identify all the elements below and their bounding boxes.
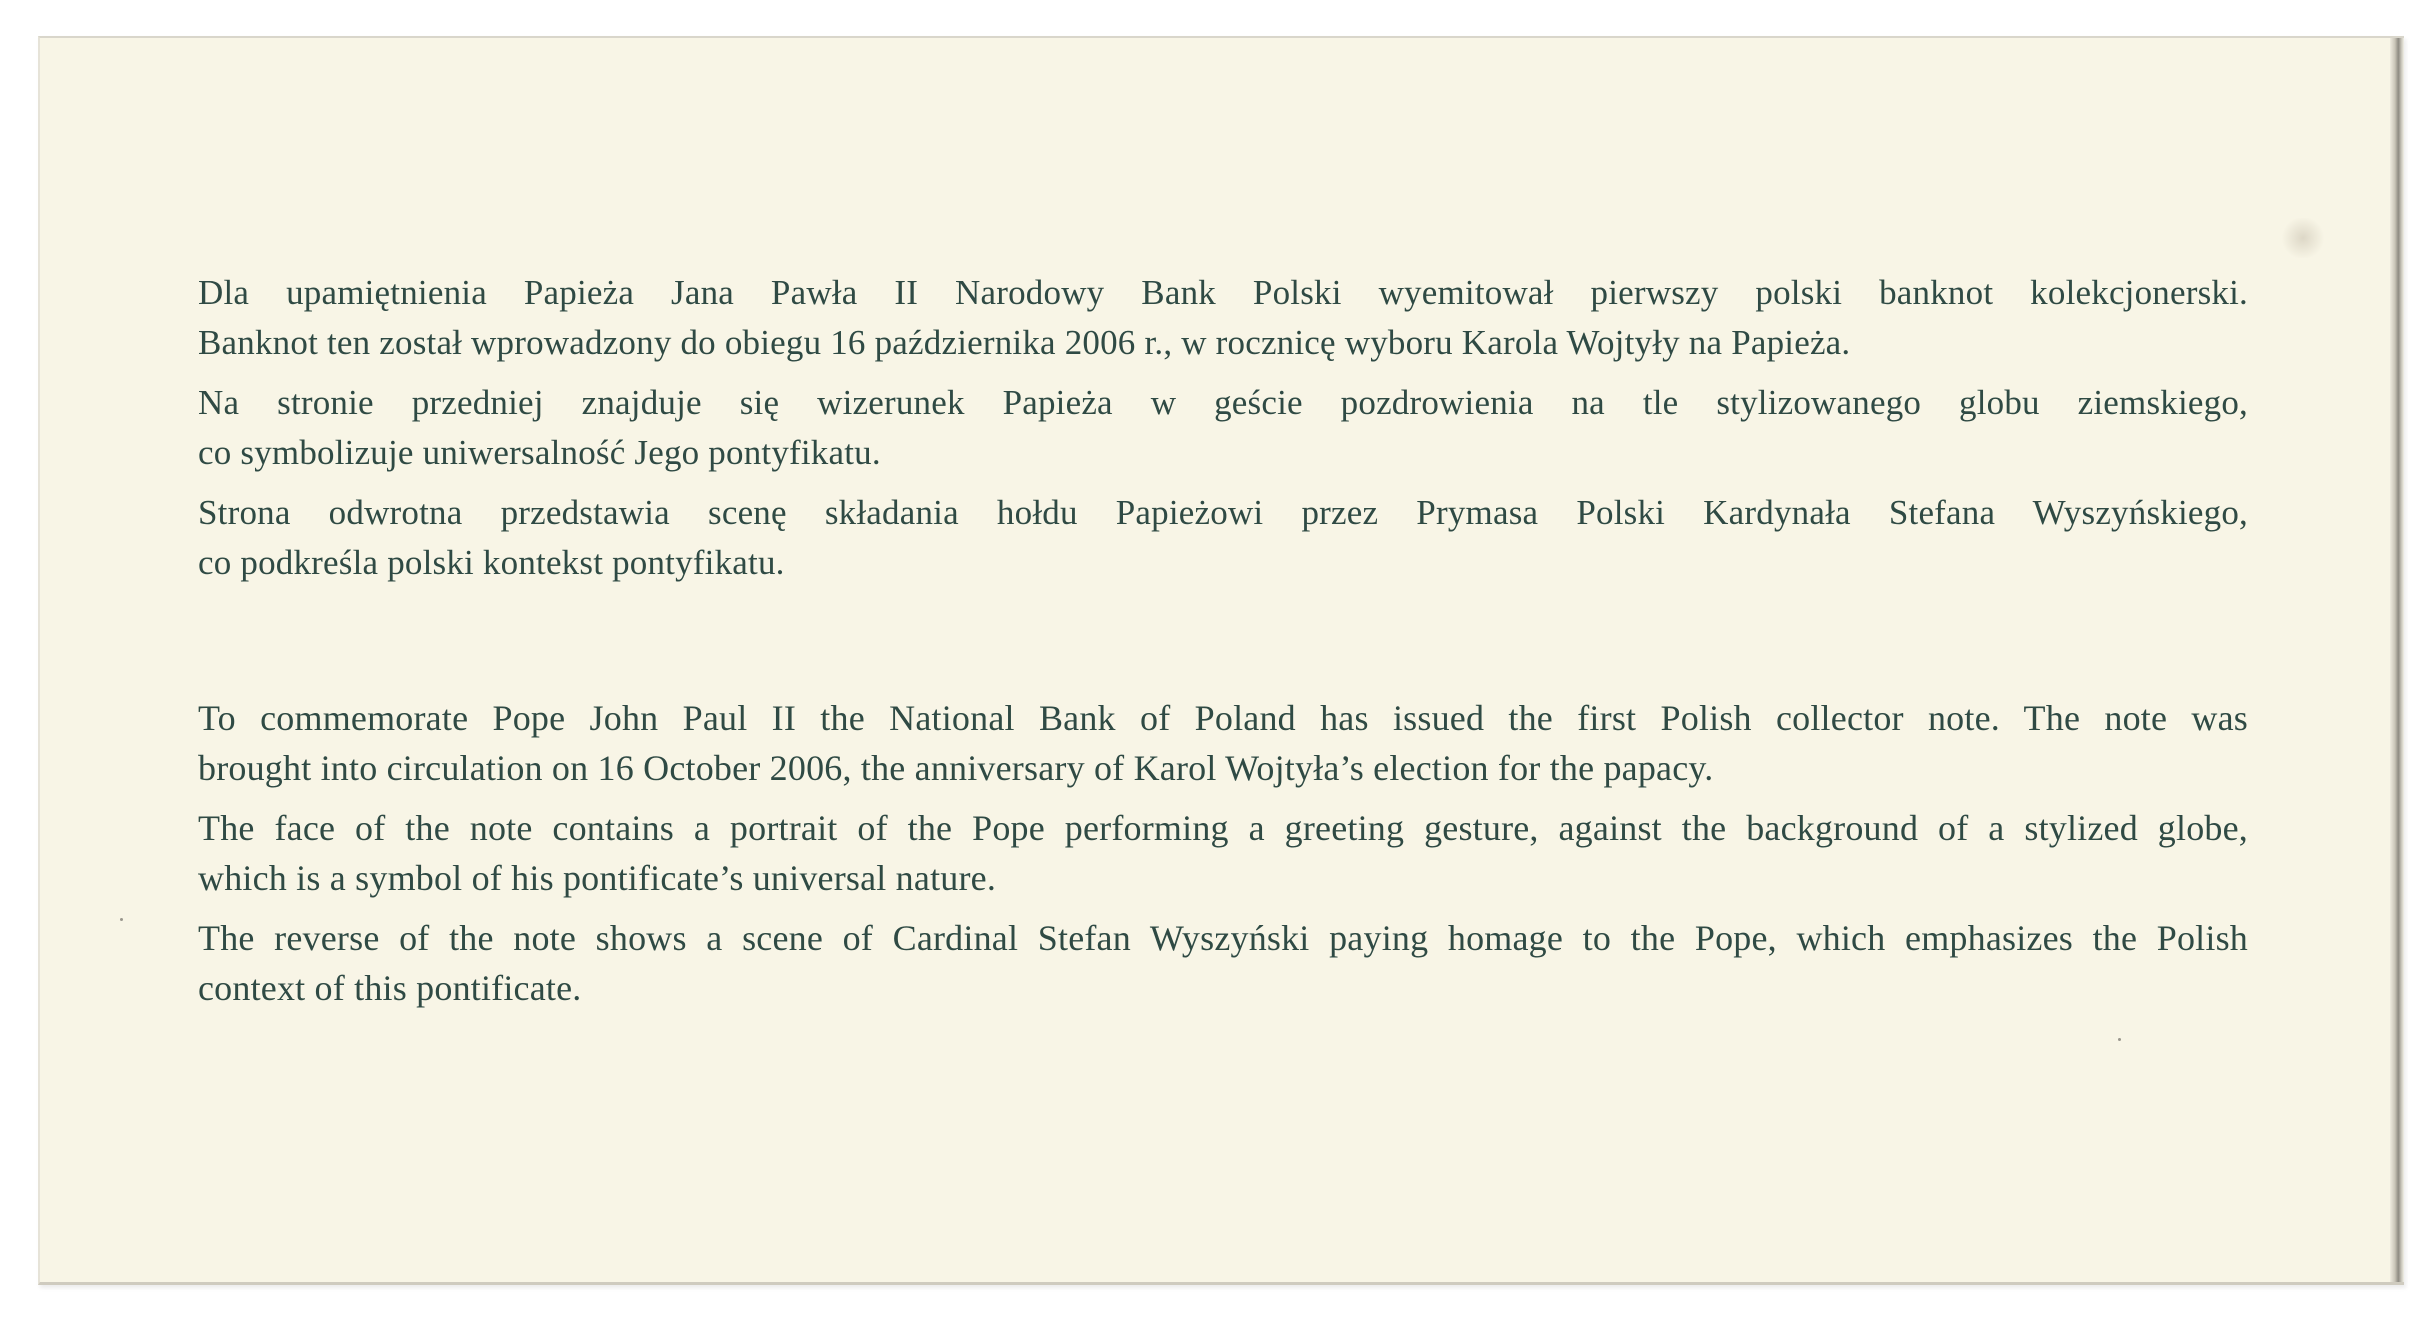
text-line: The reverse of the note shows a scene of Cardinal Stefan Wyszyński paying homage to the Pope, which emphasizes the Polish [198, 918, 2248, 958]
text-line: Na stronie przedniej znajduje się wizerunek Papieża w geście pozdrowienia na tle stylizowanego globu ziemskiego, [198, 383, 2248, 422]
polish-paragraph-1 [198, 268, 2248, 368]
polish-paragraph-2 [198, 378, 2248, 478]
text-line: Dla upamiętnienia Papieża Jana Pawła II Narodowy Bank Polski wyemitował pierwszy polski banknot kolekcjonerski. [198, 273, 2248, 312]
english-paragraph-1 [198, 693, 2248, 793]
text-line: which is a symbol of his pontificate’s universal nature. [198, 858, 997, 898]
text-line: co symbolizuje uniwersalność Jego pontyfikatu. [198, 433, 881, 472]
english-paragraph-2 [198, 803, 2248, 903]
document-card [38, 36, 2404, 1285]
text-line: brought into circulation on 16 October 2006, the anniversary of Karol Wojtyła’s election for the papacy. [198, 748, 1714, 788]
paper-smudge [2280, 218, 2326, 258]
card-right-edge [2390, 38, 2404, 1282]
english-paragraph-3 [198, 913, 2248, 1013]
text-line: Strona odwrotna przedstawia scenę składania hołdu Papieżowi przez Prymasa Polski Kardynała Stefana Wyszyńskiego, [198, 493, 2248, 532]
text-line: co podkreśla polski kontekst pontyfikatu. [198, 543, 785, 582]
paper-speck [2118, 1038, 2121, 1041]
paper-speck [120, 918, 123, 921]
text-line: context of this pontificate. [198, 968, 582, 1008]
text-line: To commemorate Pope John Paul II the National Bank of Poland has issued the first Polish collector note. The note was [198, 698, 2248, 738]
polish-text-section [198, 268, 2248, 598]
english-text-section [198, 693, 2248, 1023]
polish-paragraph-3 [198, 488, 2248, 588]
text-line: The face of the note contains a portrait of the Pope performing a greeting gesture, against the background of a stylized globe, [198, 808, 2248, 848]
text-line: Banknot ten został wprowadzony do obiegu 16 października 2006 r., w rocznicę wyboru Karola Wojtyły na Papieża. [198, 323, 1851, 362]
